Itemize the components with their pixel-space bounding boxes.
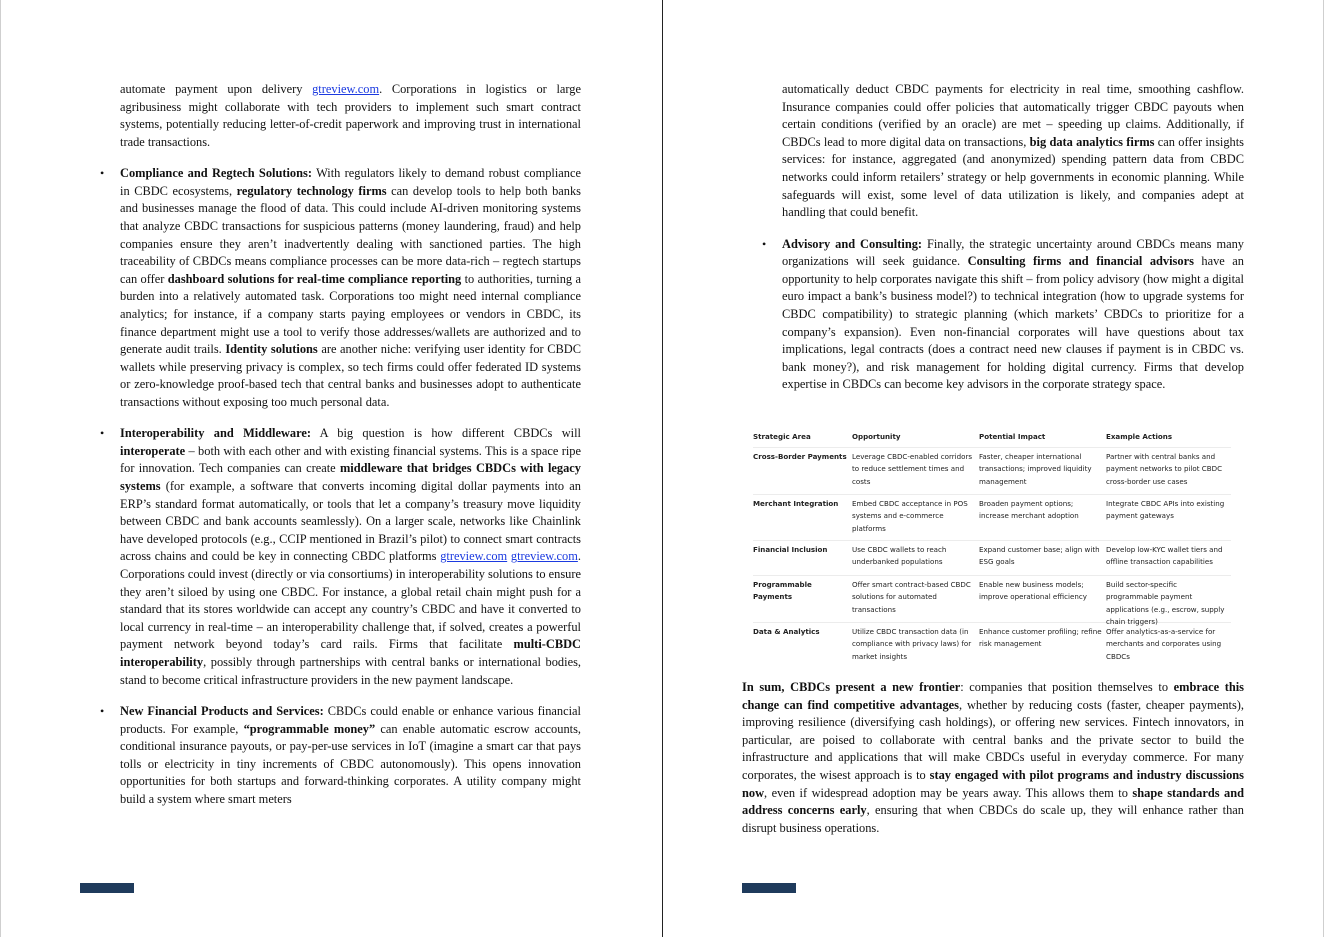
- left-intro-paragraph: [120, 81, 581, 151]
- left-footer-bar: [80, 883, 134, 893]
- table-row: [753, 448, 1231, 495]
- bold-text: regulatory technology firms: [236, 183, 387, 198]
- bullet-compliance-regtech: [120, 165, 581, 411]
- right-conclusion-column: [742, 679, 1244, 837]
- bold-text: embrace this change can find competitive advantages: [742, 680, 1244, 712]
- left-bullet-list: [120, 165, 581, 808]
- bold-text: Identity solutions: [225, 342, 318, 357]
- gtreview-link[interactable]: gtreview.com: [440, 549, 508, 564]
- body-text: have an opportunity to help corporates navigate this shift – from policy advisory (how might a digital euro impact a bank’s business model?) to technical integration (how to upgrade systems for CBDC compatibility) to strategic planning (which markets’ CBDCs to prioritize for a company’s expansion). Even non-financial corporates will have questions about tax implications, legal contracts (does a contract need new clauses if payment is in CBDC vs. bank money?), and risk management for holding digital currency. Firms that develop expertise in CBDCs can become key advisors in the corporate strategy space.: [782, 254, 1244, 392]
- body-text: can enable automatic escrow accounts, conditional insurance payouts, or pay-per-use services in IoT (imagine a smart car that pays tolls or electricity in tiny increments of CBDC autonomously). This opens innovation opportunities for both startups and forward-thinking corporates. A utility company might build a system where smart meters: [120, 721, 582, 806]
- table-cell: Use CBDC wallets to reach underbanked populations: [852, 545, 947, 567]
- table-header-cell: Strategic Area: [753, 432, 811, 441]
- body-text: , ensuring that when CBDCs do scale up, they will enhance rather than disrupt business operations.: [742, 803, 1244, 835]
- bullet-new-financial-products: [120, 703, 581, 809]
- bold-text: Interoperability and Middleware:: [120, 426, 311, 441]
- table-cell: Develop low-KYC wallet tiers and offline transaction capabilities: [1106, 545, 1223, 567]
- table-cell: Cross-Border Payments: [753, 452, 847, 462]
- table-cell: Enable new business models; improve operational efficiency: [979, 580, 1087, 602]
- body-text: , possibly through partnerships with central banks or international bodies, stand to become critical infrastructure providers in the new payment landscape.: [120, 655, 581, 687]
- table-cell: Leverage CBDC-enabled corridors to reduce settlement times and costs: [852, 452, 973, 486]
- body-text: automatically deduct CBDC payments for electricity in real time, smoothing cashflow. Insurance companies could offer policies that automatically trigger CBDC payouts when certain conditions (verified by an oracle) are met – speeding up claims. Additionally, if CBDCs lead to more digital data on transactions,: [782, 82, 1244, 149]
- gtreview-link[interactable]: gtreview.com: [312, 82, 380, 96]
- table-cell: Expand customer base; align with ESG goals: [979, 545, 1100, 567]
- bold-text: Advisory and Consulting:: [782, 236, 923, 251]
- table-row: [753, 623, 1231, 667]
- body-text: With regulators likely to demand robust compliance in CBDC ecosystems,: [120, 166, 581, 198]
- bold-text: New Financial Products and Services:: [120, 703, 324, 718]
- bold-text: interoperate: [120, 443, 186, 458]
- table-cell: Enhance customer profiling; refine risk management: [979, 627, 1102, 649]
- right-page: [663, 0, 1324, 937]
- right-top-column: [782, 81, 1244, 394]
- bold-text: big data analytics firms: [1029, 134, 1155, 149]
- bold-text: In sum, CBDCs present a new frontier: [742, 680, 961, 694]
- right-bullet-list: [782, 236, 1244, 394]
- table-cell: Broaden payment options; increase merchant adoption: [979, 499, 1079, 521]
- body-text: – both with each other and with existing financial systems. This is a space ripe for innovation. Tech companies can create: [120, 443, 581, 476]
- right-footer-bar: [742, 883, 796, 893]
- body-text: automate payment upon delivery: [120, 82, 313, 96]
- table-header-cell: Potential Impact: [979, 432, 1046, 441]
- table-header-row: [753, 428, 1231, 448]
- table-cell: Partner with central banks and payment networks to pilot CBDC cross-border use cases: [1106, 452, 1223, 486]
- bullet-advisory-consulting: [782, 236, 1244, 394]
- body-text: to authorities, turning a burden into a relatively automated task. Corporations too might need internal compliance analytics; for instance, if a company starts paying employees or vendors in CBDC, its finance department might use a tool to verify those addresses/wallets are authorized and to generate audit trails.: [120, 271, 581, 357]
- left-column: [120, 81, 581, 809]
- table-cell: Integrate CBDC APIs into existing payment gateways: [1106, 499, 1225, 521]
- table-cell: Build sector-specific programmable payment applications (e.g., escrow, supply chain triggers): [1106, 580, 1225, 626]
- bullet-interoperability-middleware: [120, 425, 581, 689]
- table-row: [753, 495, 1231, 541]
- table-cell: Offer analytics-as-a-service for merchants and corporates using CBDCs: [1106, 627, 1222, 661]
- table-cell: Data & Analytics: [753, 627, 820, 637]
- table-cell: Merchant Integration: [753, 499, 839, 509]
- table-header-cell: Opportunity: [852, 432, 901, 441]
- conclusion-paragraph: [742, 679, 1244, 837]
- table-header-cell: Example Actions: [1106, 432, 1173, 441]
- table-cell: Financial Inclusion: [753, 545, 828, 555]
- right-continuation-paragraph: [782, 81, 1244, 222]
- body-text: : companies that position themselves to: [960, 680, 1174, 694]
- body-text: , even if widespread adoption may be years away. This allows them to: [764, 785, 1133, 800]
- body-text: A big question is how different CBDCs will: [311, 426, 581, 441]
- body-text: Finally, the strategic uncertainty around CBDCs means many organizations will seek guidance.: [782, 236, 1244, 269]
- bold-text: multi-CBDC interoperability: [120, 637, 581, 669]
- bold-text: middleware that bridges CBDCs with legacy systems: [120, 461, 581, 494]
- table-cell: Offer smart contract-based CBDC solutions for automated transactions: [852, 580, 971, 614]
- body-text: CBDCs could enable or enhance various financial products. For example,: [120, 703, 581, 736]
- bold-text: shape standards and address concerns early: [742, 785, 1244, 818]
- bold-text: stay engaged with pilot programs and industry discussions now: [742, 767, 1244, 800]
- bold-text: Consulting firms and financial advisors: [967, 254, 1194, 269]
- table-cell: Faster, cheaper international transactions; improved liquidity management: [979, 452, 1092, 486]
- gtreview-link[interactable]: gtreview.com: [510, 549, 578, 564]
- body-text: can offer insights services: for instance, aggregated (and anonymized) spending pattern data from CBDC networks could inform retailers’ strategy or help governments in economic planning. While safeguards will exist, some level of data utilization is likely, and companies adept at handling that could benefit.: [782, 134, 1244, 220]
- table-cell: Embed CBDC acceptance in POS systems and e-commerce platforms: [852, 499, 968, 533]
- table-row: [753, 576, 1231, 626]
- bold-text: Compliance and Regtech Solutions:: [120, 166, 312, 181]
- bold-text: “programmable money”: [243, 721, 376, 736]
- left-page-edge: [0, 0, 1, 937]
- body-text: can develop tools to help both banks and businesses manage the flood of data. This could include AI-driven monitoring systems that analyze CBDC transactions for suspicious patterns (money laundering, fraud) and help companies ensure they aren’t inadvertently dealing with sanctioned parties. The high traceability of CBDCs means compliance processes can be more data-rich – regtech startups can offer: [120, 183, 581, 286]
- strategy-table: [753, 428, 1231, 667]
- table-row: [753, 541, 1231, 576]
- table-cell: Utilize CBDC transaction data (in compliance with privacy laws) for market insights: [852, 627, 972, 661]
- body-text: , whether by reducing costs (faster, cheaper payments), improving resilience (diversifying cash holdings), or offering new services. Fintech innovators, in particular, are poised to collaborate with central banks and the private sector to build the infrastructure and applications that will make CBDCs useful in everyday commerce. For many corporates, the wisest approach is to: [742, 697, 1244, 782]
- body-text: (for example, a software that converts incoming digital dollar payments into an ERP’s standard format automatically, or tools that let a company’s treasury move liquidity between CBDC and bank accounts seamlessly). On a larger scale, networks like Chainlink have developed protocols (e.g., CCIP mentioned in Brazil’s pilot) to connect smart contracts across chains and could be key in connecting CBDC platforms: [120, 479, 581, 564]
- table-cell: Programmable Payments: [753, 580, 812, 602]
- body-text: are another niche: verifying user identity for CBDC wallets while preserving privacy is complex, so tech firms could offer federated ID systems or zero-knowledge proof-based tech that central banks and businesses adopt to authenticate transactions without exposing too much personal data.: [120, 342, 582, 409]
- body-text: . Corporations in logistics or large agribusiness might collaborate with tech providers to implement such smart contract systems, potentially reducing letter-of-credit paperwork and improving trust in international trade transactions.: [120, 82, 581, 149]
- body-text: . Corporations could invest (directly or via consortiums) in interoperability solutions to ensure they aren’t siloed by using one CBDC. For instance, a global retail chain might push for a standard that its stores worldwide can accept any country’s CBDC and have it converted to local currency in real-time – an interoperability challenge that, if solved, creates a powerful payment network beyond today’s card rails. Firms that facilitate: [120, 549, 581, 652]
- bold-text: dashboard solutions for real-time compliance reporting: [167, 271, 462, 286]
